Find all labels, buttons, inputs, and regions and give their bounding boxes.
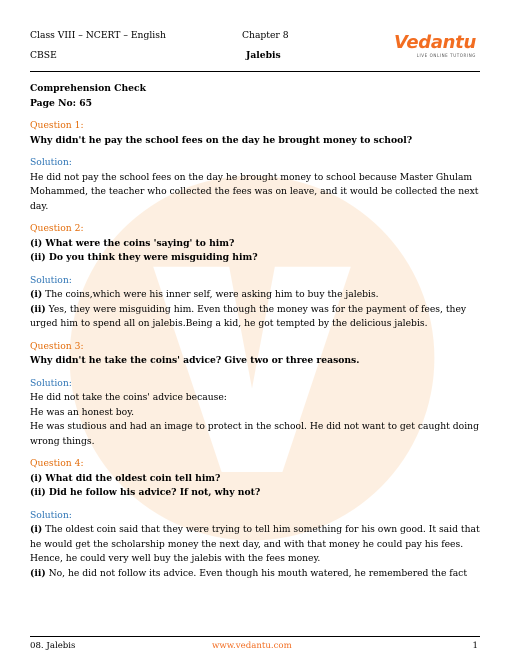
footer-page-number: 1 <box>472 641 478 651</box>
solution-3-line-2: He was an honest boy. <box>30 406 135 418</box>
board-label: CBSE <box>30 50 57 61</box>
solution-4-part-2 <box>30 567 485 582</box>
answer-text: No, he did not follow its advice. Even though his mouth watered, he remembered the fact <box>45 567 468 579</box>
solution-3-line-1: He did not take the coins' advice because: <box>30 392 227 403</box>
answer-text: Yes, they were misguiding him. Even though the money was for the payment of fees, they urged him to spend all on jalebis.Being a kid, he got tempted by the delicious jalebis. <box>30 303 467 329</box>
question-3-label: Question 3: <box>30 340 84 352</box>
solution-2-label: Solution: <box>30 274 72 286</box>
part-marker: (i) <box>30 289 43 300</box>
answer-text: The oldest coin said that they were trying to tell him something for his own good. It said that he would get the scholarship money the next day, and with that money he could pay his fees. Hence, he could very well buy the jalebis with the fees money. <box>30 524 480 564</box>
vedantu-logo <box>394 32 476 62</box>
question-4-label: Question 4: <box>30 458 84 469</box>
solution-3-label: Solution: <box>30 377 72 389</box>
solution-4-label: Solution: <box>30 509 72 521</box>
part-marker: (ii) <box>30 567 46 579</box>
header-divider <box>30 71 480 72</box>
question-2-part-1: (i) What were the coins 'saying' to him? <box>30 237 235 249</box>
question-1-text: Why didn't he pay the school fees on the day he brought money to school? <box>30 134 413 146</box>
footer-website-link[interactable]: www.vedantu.com <box>212 641 292 651</box>
page-header <box>30 30 480 72</box>
chapter-title: Jalebis <box>246 50 281 61</box>
question-4-part-1: (i) What did the oldest coin tell him? <box>30 472 221 484</box>
question-4-part-2: (ii) Did he follow his advice? If not, why not? <box>30 487 261 498</box>
footer-chapter: 08. Jalebis <box>30 641 76 651</box>
chapter-number: Chapter 8 <box>242 30 289 41</box>
logo-tagline: LIVE ONLINE TUTORING <box>416 53 476 58</box>
answer-text: The coins,which were his inner self, were asking him to buy the jalebis. <box>42 289 379 300</box>
footer-divider <box>30 636 480 637</box>
solution-4-part-1 <box>30 523 485 567</box>
question-1-label: Question 1: <box>30 120 84 131</box>
page-number-reference: Page No: 65 <box>30 97 92 109</box>
question-2-label: Question 2: <box>30 223 84 234</box>
solution-2-part-1 <box>30 288 485 303</box>
solution-3-line-3: He was studious and had an image to protect in the school. He did not want to get caught doing wrong things. <box>30 421 479 447</box>
logo-text: Vedantu <box>394 32 476 53</box>
solution-2-part-2 <box>30 303 485 332</box>
solution-1-label: Solution: <box>30 157 72 168</box>
part-marker: (ii) <box>30 303 46 315</box>
solution-1-text: He did not pay the school fees on the day he brought money to school because Master Ghulam Mohammed, the teacher who collected the fees was on leave, and it would be collected the next day. <box>30 171 479 212</box>
question-3-text: Why didn't he take the coins' advice? Give two or three reasons. <box>30 355 360 366</box>
class-line: Class VIII – NCERT – English <box>30 30 166 41</box>
part-marker: (i) <box>30 524 43 535</box>
page-content <box>30 82 485 581</box>
section-heading: Comprehension Check <box>30 83 146 94</box>
question-2-part-2: (ii) Do you think they were misguiding him? <box>30 252 258 263</box>
